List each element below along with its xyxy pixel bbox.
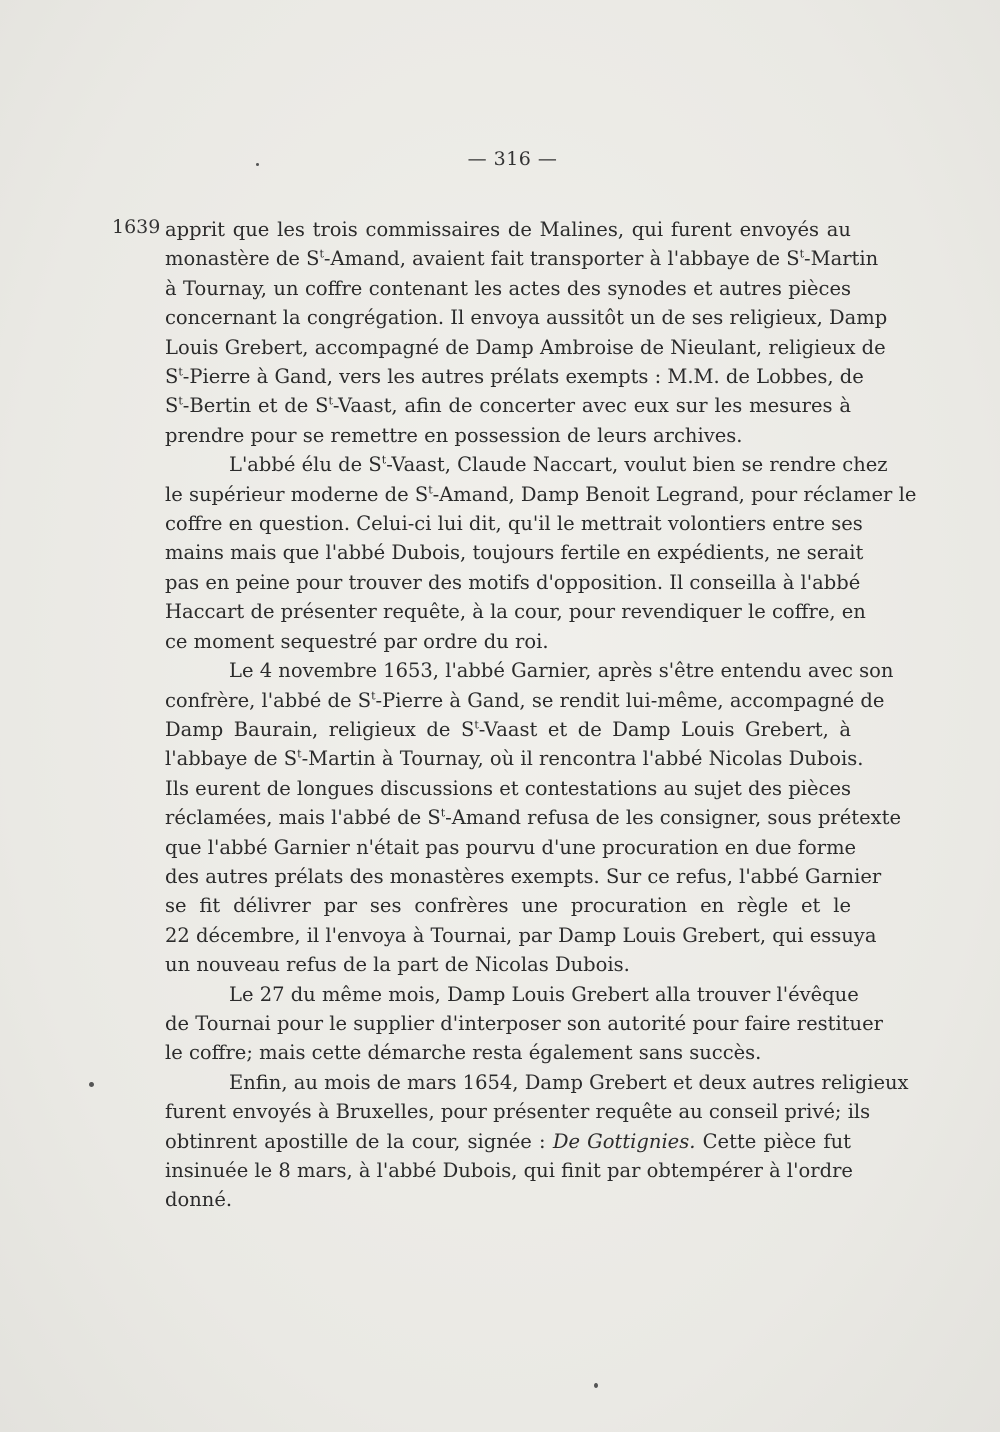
text-line <box>165 333 886 362</box>
text-segment: un nouveau refus de la part de Nicolas Dubois. <box>165 953 630 977</box>
text-segment: -Martin à Tournay, où il rencontra l'abbé Nicolas Dubois. <box>301 747 864 771</box>
text-segment: à Tournay, un coffre contenant les actes des synodes et autres pièces <box>165 276 851 300</box>
text-line <box>165 1038 851 1067</box>
text-segment: 22 décembre, il l'envoya à Tournai, par Damp Louis Grebert, qui essuya <box>165 923 877 947</box>
text-line <box>165 509 863 538</box>
italic-text: De Gottignies. <box>552 1129 696 1153</box>
ink-speck <box>256 163 259 166</box>
text-line <box>165 1185 851 1214</box>
superscript: t <box>381 453 387 467</box>
text-line <box>165 568 861 597</box>
text-segment: obtinrent apostille de la cour, signée : <box>165 1129 553 1153</box>
text-segment: l'abbaye de S <box>165 747 298 771</box>
superscript: t <box>178 394 183 408</box>
text-segment: furent envoyés à Bruxelles, pour présenter requête au conseil privé; ils <box>165 1100 871 1124</box>
text-line <box>165 274 851 303</box>
text-line <box>165 774 851 803</box>
text-segment: Cette pièce fut <box>695 1129 852 1153</box>
text-segment: donné. <box>165 1188 233 1212</box>
text-line <box>165 362 864 391</box>
text-line <box>165 1009 883 1038</box>
ink-speck <box>89 1082 94 1087</box>
body-text <box>165 215 917 1215</box>
text-line <box>165 421 851 450</box>
text-segment: réclamées, mais l'abbé de S <box>165 806 441 830</box>
text-line <box>165 538 864 567</box>
superscript: t <box>474 718 479 732</box>
text-line <box>165 744 864 773</box>
text-line <box>165 450 888 479</box>
text-segment: de Tournai pour le supplier d'interposer son autorité pour faire restituer <box>165 1011 883 1035</box>
text-segment: apprit que les trois commissaires de Malines, qui furent envoyés au <box>165 218 851 241</box>
text-segment: Ils eurent de longues discussions et contestations au sujet des pièces <box>165 776 851 800</box>
text-line <box>165 686 885 715</box>
text-segment: concernant la congrégation. Il envoya aussitôt un de ses religieux, Damp <box>165 306 888 330</box>
text-line <box>165 862 882 891</box>
text-segment: Enfin, au mois de mars 1654, Damp Grebert et deux autres religieux <box>229 1070 909 1094</box>
text-segment: -Bertin et de S <box>182 394 329 418</box>
text-line <box>165 215 851 244</box>
text-segment: prendre pour se remettre en possession de leurs archives. <box>165 423 743 447</box>
text-line <box>165 803 902 832</box>
text-line <box>165 1127 851 1156</box>
text-line <box>165 480 917 509</box>
text-line <box>165 833 857 862</box>
text-line <box>165 1156 851 1185</box>
superscript: t <box>319 247 324 261</box>
superscript: t <box>297 747 302 761</box>
text-line <box>165 1068 909 1097</box>
text-segment: Le 4 novembre 1653, l'abbé Garnier, après s'être entendu avec son <box>229 659 894 683</box>
text-line <box>165 303 888 332</box>
text-segment: pas en peine pour trouver des motifs d'opposition. Il conseilla à l'abbé <box>165 570 861 594</box>
text-line <box>165 980 859 1009</box>
text-segment: que l'abbé Garnier n'était pas pourvu d'une procuration en due forme <box>165 835 857 859</box>
text-segment: ce moment sequestré par ordre du roi. <box>165 629 549 653</box>
text-segment: L'abbé élu de S <box>229 453 382 477</box>
superscript: t <box>428 483 433 497</box>
text-line <box>165 950 851 979</box>
text-segment: -Vaast et de Damp Louis Grebert, à <box>478 717 851 741</box>
text-segment: mains mais que l'abbé Dubois, toujours fertile en expédients, ne serait <box>165 541 864 565</box>
text-segment: Haccart de présenter requête, à la cour, pour revendiquer le coffre, en <box>165 600 866 624</box>
text-segment: se fit délivrer par ses confrères une procuration en règle et le <box>165 894 851 918</box>
superscript: t <box>440 806 446 820</box>
text-segment: coffre en question. Celui-ci lui dit, qu'il le mettrait volontiers entre ses <box>165 512 863 536</box>
text-line <box>165 715 851 744</box>
text-segment: -Pierre à Gand, vers les autres prélats exempts : M.M. de Lobbes, de <box>182 365 864 389</box>
text-line <box>165 627 851 656</box>
text-segment: Louis Grebert, accompagné de Damp Ambroise de Nieulant, religieux de <box>165 335 886 359</box>
text-segment: S <box>165 394 179 418</box>
text-segment: -Vaast, Claude Naccart, voulut bien se rendre chez <box>386 453 888 477</box>
text-segment: -Martin <box>804 247 879 271</box>
text-segment: le coffre; mais cette démarche resta également sans succès. <box>165 1041 762 1065</box>
ink-speck <box>594 1383 598 1388</box>
text-line <box>165 391 851 420</box>
text-segment: -Pierre à Gand, se rendit lui-même, accompagné de <box>375 688 885 712</box>
text-line <box>165 656 894 685</box>
text-segment: -Amand, Damp Benoit Legrand, pour réclamer le <box>432 482 917 506</box>
text-line <box>165 244 879 273</box>
text-segment: monastère de S <box>165 247 320 271</box>
margin-year: 1639 <box>112 216 161 238</box>
text-segment: S <box>165 365 179 389</box>
text-line <box>165 891 851 920</box>
superscript: t <box>178 365 183 379</box>
text-line <box>165 597 866 626</box>
text-segment: insinuée le 8 mars, à l'abbé Dubois, qui finit par obtempérer à l'ordre <box>165 1159 853 1182</box>
text-line <box>165 1097 871 1126</box>
superscript: t <box>371 689 376 702</box>
text-segment: le supérieur moderne de S <box>165 482 429 506</box>
text-segment: confrère, l'abbé de S <box>165 688 372 712</box>
text-segment: -Amand refusa de les consigner, sous prétexte <box>445 806 902 830</box>
text-segment: Le 27 du même mois, Damp Louis Grebert alla trouver l'évêque <box>229 982 859 1006</box>
superscript: t <box>799 247 805 261</box>
text-segment: Damp Baurain, religieux de S <box>165 717 475 741</box>
page-number: — 316 — <box>467 148 558 170</box>
text-segment: -Vaast, afin de concerter avec eux sur les mesures à <box>332 394 851 418</box>
text-line <box>165 921 877 950</box>
text-segment: -Amand, avaient fait transporter à l'abbaye de S <box>323 247 800 271</box>
superscript: t <box>328 394 333 408</box>
text-segment: des autres prélats des monastères exempts. Sur ce refus, l'abbé Garnier <box>165 864 882 888</box>
